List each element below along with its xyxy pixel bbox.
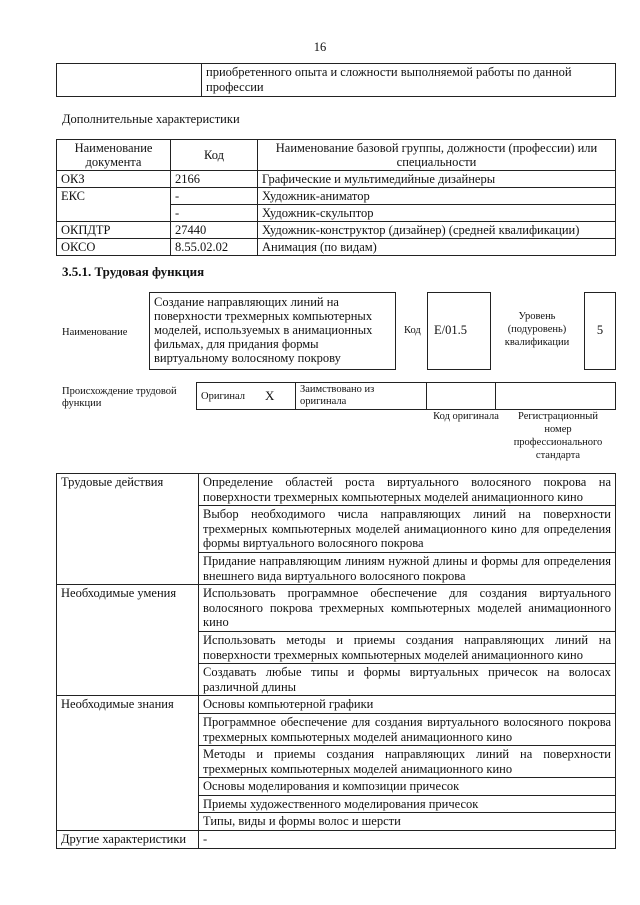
table-row [57,188,616,205]
function-name-box: Создание направляющих линий на поверхности трехмерных компьютерных моделей, используемых в анимационных фильмах, для придания формы виртуальному волосяному покрову [149,292,396,370]
list-item: Основы моделирования и композиции причесок [199,778,616,796]
list-item: - [199,831,616,849]
name-label: Наименование [62,327,128,338]
list-item: Типы, виды и формы волос и шерсти [199,813,616,831]
table-row [57,585,616,632]
code-cell: 27440 [171,222,258,239]
origin-label: Происхождение трудовой функции [62,386,177,409]
function-title: 3.5.1. Трудовая функция [62,264,205,279]
list-item: Приемы художественного моделирования причесок [199,795,616,813]
code-original-label: Код оригинала [433,411,499,422]
doc-cell: ОКПДТР [57,222,171,239]
name-cell: Художник-аниматор [258,188,616,205]
header-group-name: Наименование базовой группы, должности (профессии) или специальности [258,140,616,171]
code-original-cell [427,383,496,410]
borrowed-label: Заимствовано из оригинала [296,383,427,410]
list-item: Определение областей роста виртуального волосяного покрова на поверхности трехмерных компьютерных моделей анимационного кино [199,474,616,506]
table-row [57,696,616,714]
original-label: Оригинал [197,383,262,410]
list-item: Придание направляющим линиям нужной длины и формы для определения внешнего вида виртуального волосяного покрова [199,552,616,584]
doc-cell: ОКЗ [57,171,171,188]
list-item: Методы и приемы создания направляющих линий на поверхности трехмерных компьютерных моделей анимационного кино [199,746,616,778]
additional-heading: Дополнительные характеристики [62,112,240,126]
name-cell: Анимация (по видам) [258,239,616,256]
doc-cell: ЕКС [57,188,171,222]
row-label-knowledge: Необходимые знания [57,696,199,831]
header-doc-name: Наименование документа [57,140,171,171]
table-row [57,831,616,849]
header-code: Код [171,140,258,171]
continuation-empty-cell [57,64,202,97]
page-number: 16 [313,40,327,54]
row-label-actions: Трудовые действия [57,474,199,585]
table-row [57,474,616,506]
additional-table [56,139,616,256]
reg-number-cell [496,383,616,410]
code-cell: - [171,205,258,222]
table-row [57,239,616,256]
list-item: Использовать методы и приемы создания направляющих линий на поверхности трехмерных компьютерных моделей анимационного кино [199,631,616,663]
name-cell: Художник-конструктор (дизайнер) (средней квалификации) [258,222,616,239]
reg-number-label: Регистрационный номер профессионального стандарта [513,411,603,461]
level-value-box: 5 [584,292,616,370]
continuation-text: приобретенного опыта и сложности выполняемой работы по данной профессии [202,64,616,97]
level-label: Уровень (подуровень) квалификации [504,311,570,348]
list-item: Использовать программное обеспечение для создания виртуального волосяного покрова трехмерных компьютерных моделей анимационного кино [199,585,616,632]
code-cell: - [171,188,258,205]
table-row [57,171,616,188]
table-row [57,222,616,239]
origin-table [196,382,616,410]
list-item: Создавать любые типы и формы виртуальных причесок на волосах различной длины [199,664,616,696]
details-table [56,473,616,849]
list-item: Выбор необходимого числа направляющих линий на поверхности трехмерных компьютерных моделей анимационного кино для определения формы виртуального волосяного покрова [199,506,616,553]
function-code-box: E/01.5 [427,292,491,370]
list-item: Основы компьютерной графики [199,696,616,714]
row-label-other: Другие характеристики [57,831,199,849]
row-label-skills: Необходимые умения [57,585,199,696]
name-cell: Графические и мультимедийные дизайнеры [258,171,616,188]
list-item: Программное обеспечение для создания виртуального волосяного покрова трехмерных компьютерных моделей анимационного кино [199,713,616,745]
continuation-table [56,63,616,97]
code-label: Код [404,325,421,336]
original-mark: X [261,383,296,410]
name-cell: Художник-скульптор [258,205,616,222]
code-cell: 8.55.02.02 [171,239,258,256]
doc-cell: ОКСО [57,239,171,256]
code-cell: 2166 [171,171,258,188]
